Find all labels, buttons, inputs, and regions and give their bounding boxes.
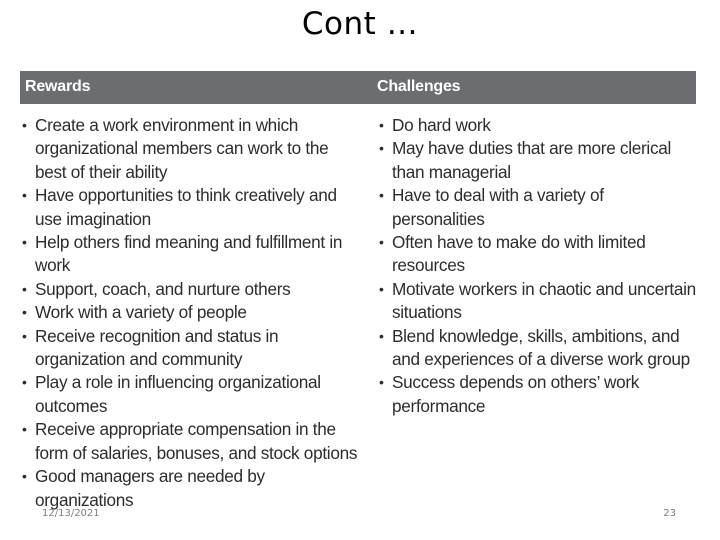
rewards-list-item bbox=[20, 465, 360, 512]
rewards-list-item bbox=[20, 325, 360, 372]
challenges-list-item bbox=[377, 114, 697, 137]
rewards-column-heading: Rewards bbox=[25, 78, 91, 95]
rewards-list-item bbox=[20, 301, 360, 324]
rewards-item-text: Have opportunities to think creatively and use imagination bbox=[35, 185, 337, 229]
rewards-item-text: Help others find meaning and fulfillment in work bbox=[35, 232, 343, 276]
bullet-icon: • bbox=[379, 327, 384, 344]
rewards-item-text: Play a role in influencing organizational outcomes bbox=[35, 372, 321, 416]
bullet-icon: • bbox=[379, 280, 384, 297]
rewards-item-text: Receive appropriate compensation in the form of salaries, bonuses, and stock options bbox=[35, 419, 358, 463]
rewards-item-text: Good managers are needed by organizations bbox=[35, 466, 265, 510]
challenges-list-item bbox=[377, 371, 697, 418]
rewards-item-text: Create a work environment in which organizational members can work to the best of their ability bbox=[35, 115, 329, 182]
bullet-icon: • bbox=[22, 187, 27, 204]
challenges-list-item bbox=[377, 325, 697, 372]
bullet-icon: • bbox=[22, 468, 27, 485]
footer-date: 12/13/2021 bbox=[42, 508, 100, 519]
rewards-item-text: Support, coach, and nurture others bbox=[35, 278, 291, 299]
challenges-column-heading: Challenges bbox=[377, 78, 461, 95]
challenges-item-text: Blend knowledge, skills, ambitions, and and experiences of a diverse work group bbox=[392, 325, 690, 370]
challenges-list-item bbox=[377, 184, 697, 231]
bullet-icon: • bbox=[379, 234, 384, 251]
bullet-icon: • bbox=[22, 374, 27, 391]
challenges-item-text: Success depends on others’ work performance bbox=[392, 372, 640, 416]
challenges-item-text: Have to deal with a variety of personalities bbox=[392, 185, 604, 229]
footer-page-number: 23 bbox=[663, 508, 676, 519]
rewards-list bbox=[20, 114, 360, 512]
bullet-icon: • bbox=[379, 140, 384, 157]
challenges-list-item bbox=[377, 278, 697, 325]
challenges-list-item bbox=[377, 137, 697, 184]
challenges-list-item bbox=[377, 231, 697, 278]
challenges-item-text: Do hard work bbox=[392, 115, 491, 135]
bullet-icon: • bbox=[22, 280, 27, 297]
bullet-icon: • bbox=[22, 304, 27, 321]
rewards-list-item bbox=[20, 371, 360, 418]
bullet-icon: • bbox=[379, 117, 384, 133]
bullet-icon: • bbox=[22, 117, 27, 133]
rewards-item-text: Work with a variety of people bbox=[35, 302, 247, 323]
bullet-icon: • bbox=[379, 187, 384, 204]
rewards-item-text: Receive recognition and status in organization and community bbox=[35, 325, 279, 370]
bullet-icon: • bbox=[22, 327, 27, 344]
rewards-list-item bbox=[20, 278, 360, 301]
slide-title: Cont … bbox=[301, 6, 419, 42]
bullet-icon: • bbox=[22, 421, 27, 438]
rewards-list-item bbox=[20, 114, 360, 184]
bullet-icon: • bbox=[22, 234, 27, 251]
challenges-item-text: May have duties that are more clerical than managerial bbox=[392, 138, 672, 182]
rewards-list-item bbox=[20, 418, 360, 465]
rewards-list-item bbox=[20, 231, 360, 278]
challenges-list bbox=[377, 114, 697, 418]
challenges-item-text: Often have to make do with limited resources bbox=[392, 232, 646, 276]
rewards-challenges-table bbox=[20, 71, 696, 510]
table-header-row bbox=[20, 71, 696, 104]
bullet-icon: • bbox=[379, 374, 384, 391]
challenges-item-text: Motivate workers in chaotic and uncertain situations bbox=[392, 278, 696, 323]
rewards-list-item bbox=[20, 184, 360, 231]
